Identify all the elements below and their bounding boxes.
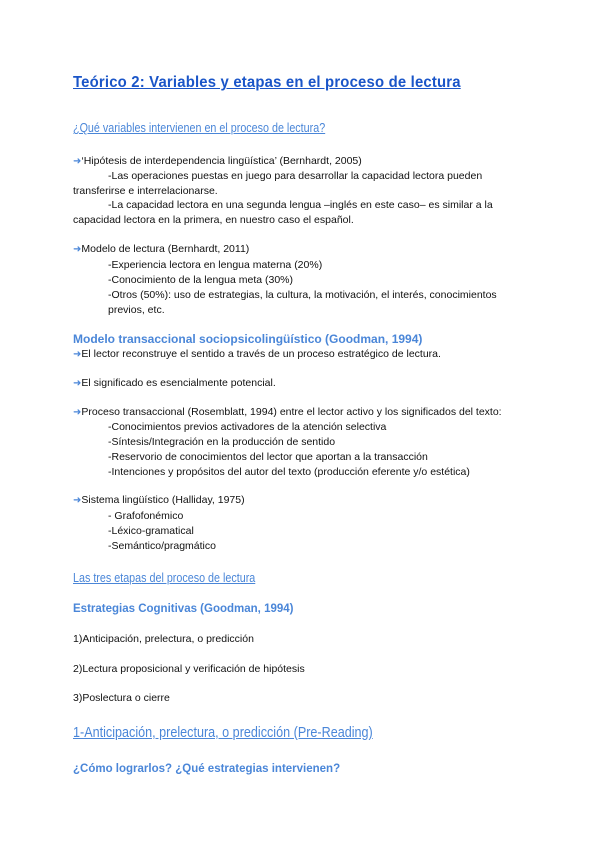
bullet-proceso-transaccional <box>73 406 502 418</box>
bullet-text: ‘Hipótesis de interdependencia lingüística’ (Bernhardt, 2005) <box>81 155 362 167</box>
heading-anticipacion: 1-Anticipación, prelectura, o predicción (Pre-Reading) <box>73 724 373 741</box>
text-line: - Grafofonémico <box>108 510 184 522</box>
bullet-sistema-linguistico <box>73 494 245 506</box>
page-title: Teórico 2: Variables y etapas en el proceso de lectura <box>73 74 461 91</box>
text-line: -La capacidad lectora en una segunda lengua –inglés en este caso– es similar a la <box>108 199 493 211</box>
bullet-text: Proceso transaccional (Rosemblatt, 1994) entre el lector activo y los significados del texto: <box>81 406 502 418</box>
heading-tres-etapas: Las tres etapas del proceso de lectura <box>73 571 256 585</box>
bullet-hipotesis <box>73 155 362 167</box>
text-line: -Conocimiento de la lengua meta (30%) <box>108 274 294 286</box>
text-line: previos, etc. <box>108 304 165 316</box>
text-line: -Intenciones y propósitos del autor del texto (producción eferente y/o estética) <box>108 466 470 478</box>
bullet-text: Sistema lingüístico (Halliday, 1975) <box>81 494 245 506</box>
arrow-icon: ➜ <box>73 244 82 255</box>
text-line: -Las operaciones puestas en juego para desarrollar la capacidad lectora pueden <box>108 170 483 182</box>
text-line: transferirse e interrelacionarse. <box>73 185 218 197</box>
bullet-modelo-lectura <box>73 243 249 255</box>
step-2: 2)Lectura proposicional y verificación de hipótesis <box>73 663 305 675</box>
question-variables-heading: ¿Qué variables intervienen en el proceso de lectura? <box>73 121 326 135</box>
text-line: -Otros (50%): uso de estrategias, la cultura, la motivación, el interés, conocimientos <box>108 289 497 301</box>
arrow-icon: ➜ <box>73 378 82 389</box>
arrow-icon: ➜ <box>73 407 82 418</box>
section-heading-goodman: Modelo transaccional sociopsicolingüístico (Goodman, 1994) <box>73 332 423 346</box>
bullet-text: Modelo de lectura (Bernhardt, 2011) <box>81 243 250 255</box>
arrow-icon: ➜ <box>73 349 82 360</box>
text-line: -Síntesis/Integración en la producción de sentido <box>108 436 336 448</box>
bullet-significado <box>73 377 276 389</box>
text-line: -Semántico/pragmático <box>108 540 216 552</box>
arrow-icon: ➜ <box>73 495 82 506</box>
arrow-icon: ➜ <box>73 156 82 167</box>
text-line: -Experiencia lectora en lengua materna (20%) <box>108 259 323 271</box>
bullet-text: El significado es esencialmente potencial. <box>81 377 276 389</box>
text-line: -Léxico-gramatical <box>108 525 194 537</box>
step-1: 1)Anticipación, prelectura, o predicción <box>73 633 254 645</box>
bullet-lector <box>73 348 441 360</box>
section-heading-estrategias: Estrategias Cognitivas (Goodman, 1994) <box>73 603 294 615</box>
section-heading-como-lograrlos: ¿Cómo lograrlos? ¿Qué estrategias intervienen? <box>73 763 341 775</box>
bullet-text: El lector reconstruye el sentido a través de un proceso estratégico de lectura. <box>81 348 441 360</box>
step-3: 3)Poslectura o cierre <box>73 692 170 704</box>
text-line: capacidad lectora en la primera, en nuestro caso el español. <box>73 214 354 226</box>
text-line: -Reservorio de conocimientos del lector que aportan a la transacción <box>108 451 428 463</box>
text-line: -Conocimientos previos activadores de la atención selectiva <box>108 421 387 433</box>
